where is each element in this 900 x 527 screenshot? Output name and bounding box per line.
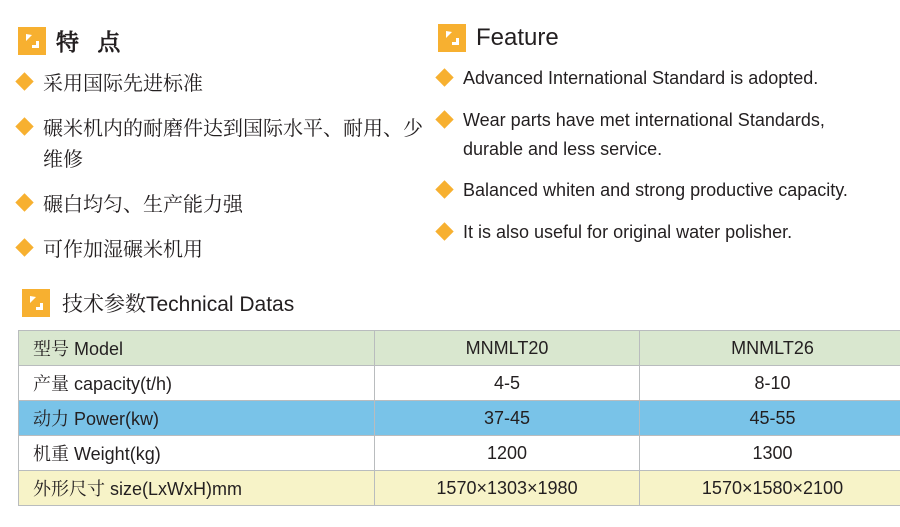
list-item (18, 114, 438, 176)
table-row (19, 436, 900, 471)
list-item-label: 可作加湿碾米机用 (43, 239, 203, 261)
table-cell-value: 8-10 (640, 366, 900, 401)
list-item (438, 64, 882, 93)
table-cell-label: 动力 Power(kw) (19, 401, 375, 436)
list-item-label: 采用国际先进标准 (43, 73, 203, 95)
table-row (19, 401, 900, 436)
diamond-bullet-icon (435, 181, 453, 199)
table-cell-label: 产量 capacity(t/h) (19, 366, 375, 401)
arrow-badge-icon (18, 27, 46, 55)
table-cell-value: 1200 (375, 436, 640, 471)
table-cell-value: 1300 (640, 436, 900, 471)
table-cell-value: 37-45 (375, 401, 640, 436)
list-item-label: It is also useful for original water polisher. (463, 222, 793, 243)
table-cell-label: 机重 Weight(kg) (19, 436, 375, 471)
list-item-label: 碾白均匀、生产能力强 (43, 194, 243, 216)
list-item (438, 218, 882, 247)
features-list-chinese (18, 69, 438, 266)
list-item-label: Balanced whiten and strong productive capacity. (463, 180, 848, 201)
features-section (18, 24, 882, 280)
list-item (18, 190, 438, 221)
features-column-english (438, 24, 882, 280)
technical-datas-title: 技术参数Technical Datas (62, 293, 295, 316)
table-row (19, 471, 900, 506)
features-column-chinese (18, 24, 438, 280)
table-row (19, 366, 900, 401)
features-heading-english (438, 24, 882, 52)
list-item-label: Advanced International Standard is adopted. (463, 68, 819, 88)
table-cell-label: 外形尺寸 size(LxWxH)mm (19, 471, 375, 506)
features-title-chinese: 特 点 (56, 29, 127, 55)
list-item-label: 碾米机内的耐磨件达到国际水平、耐用、少维修 (43, 118, 423, 171)
table-cell-value: MNMLT20 (375, 331, 640, 366)
features-list-english (438, 64, 882, 247)
arrow-badge-icon (22, 289, 50, 317)
features-heading-chinese (18, 24, 438, 57)
table-cell-value: MNMLT26 (640, 331, 900, 366)
table-cell-value: 1570×1580×2100 (640, 471, 900, 506)
specifications-table (18, 330, 900, 506)
diamond-bullet-icon (435, 110, 453, 128)
diamond-bullet-icon (15, 117, 33, 135)
list-item (18, 235, 438, 266)
diamond-bullet-icon (15, 72, 33, 90)
list-item-label: Wear parts have met international Standards, durable and less service. (463, 109, 825, 159)
list-item (438, 106, 882, 164)
diamond-bullet-icon (435, 68, 453, 86)
table-cell-label: 型号 Model (19, 331, 375, 366)
diamond-bullet-icon (15, 238, 33, 256)
diamond-bullet-icon (15, 193, 33, 211)
table-cell-value: 4-5 (375, 366, 640, 401)
list-item (18, 69, 438, 100)
table-cell-value: 1570×1303×1980 (375, 471, 640, 506)
features-title-english: Feature (476, 24, 559, 51)
table-cell-value: 45-55 (640, 401, 900, 436)
list-item (438, 176, 882, 205)
arrow-badge-icon (438, 24, 466, 52)
technical-datas-heading (18, 288, 882, 318)
table-row (19, 331, 900, 366)
diamond-bullet-icon (435, 222, 453, 240)
